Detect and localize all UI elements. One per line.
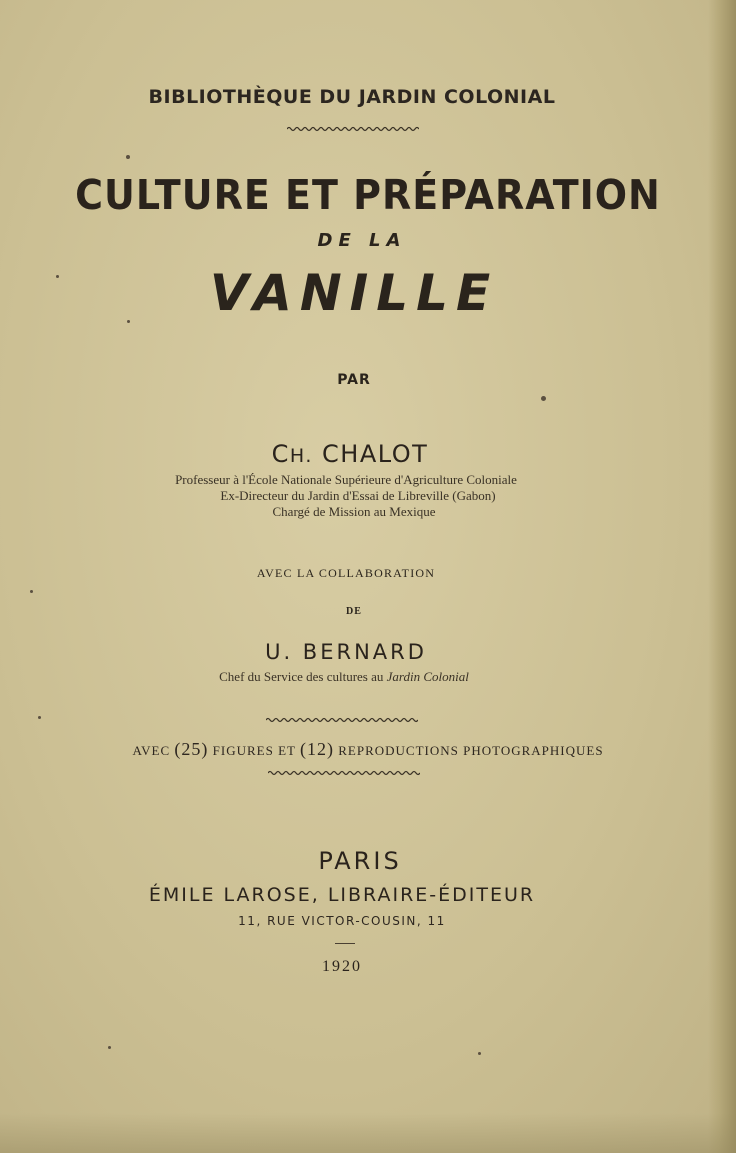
coauthor-credit-institution: Jardin Colonial xyxy=(386,669,469,684)
foxing-speck xyxy=(38,716,41,719)
figures-count: (25) xyxy=(174,739,209,759)
author-credit: Chargé de Mission au Mexique xyxy=(272,504,436,519)
author-initial: C xyxy=(271,440,290,468)
main-title-connector: DE LA xyxy=(317,230,407,251)
figures-pre: AVEC xyxy=(132,743,175,758)
figures-mid: FIGURES ET xyxy=(208,743,300,758)
coauthor-credit xyxy=(0,669,712,685)
author-surname: CHALOT xyxy=(312,440,429,468)
series-title: BIBLIOTHÈQUE DU JARDIN COLONIAL xyxy=(148,86,556,108)
foxing-speck xyxy=(478,1052,481,1055)
de-label: DE xyxy=(346,606,362,617)
foxing-speck xyxy=(108,1046,111,1049)
page-bottom-shadow xyxy=(0,1113,736,1153)
illustrations-note xyxy=(0,739,736,760)
main-title-line-1: CULTURE ET PRÉPARATION xyxy=(75,171,661,219)
reproductions-count: (12) xyxy=(299,739,334,759)
imprint-publisher: ÉMILE LAROSE, LIBRAIRE-ÉDITEUR xyxy=(148,884,536,906)
imprint-address: 11, RUE VICTOR-COUSIN, 11 xyxy=(238,914,446,928)
imprint-year: 1920 xyxy=(322,958,362,975)
ornamental-rule xyxy=(287,126,419,132)
figures-post: REPRODUCTIONS PHOTOGRAPHIQUES xyxy=(333,743,604,758)
foxing-speck xyxy=(541,396,546,401)
author-name xyxy=(0,440,718,468)
coauthor-name: U. BERNARD xyxy=(265,640,427,664)
divider xyxy=(335,943,355,944)
ornamental-rule xyxy=(266,717,418,723)
foxing-speck xyxy=(126,155,130,159)
by-label: PAR xyxy=(337,372,371,388)
coauthor-credit-text: Chef du Service des cultures au xyxy=(219,669,387,684)
main-title-line-2: VANILLE xyxy=(209,264,499,322)
imprint-city: PARIS xyxy=(318,847,402,875)
collaboration-label: AVEC LA COLLABORATION xyxy=(256,566,436,580)
author-initial-small: H. xyxy=(289,445,313,467)
author-credit: Professeur à l'École Nationale Supérieure d'Agriculture Coloniale xyxy=(175,472,517,487)
foxing-speck xyxy=(30,590,33,593)
ornamental-rule xyxy=(268,770,420,776)
author-credit: Ex-Directeur du Jardin d'Essai de Libreville (Gabon) xyxy=(220,488,496,503)
